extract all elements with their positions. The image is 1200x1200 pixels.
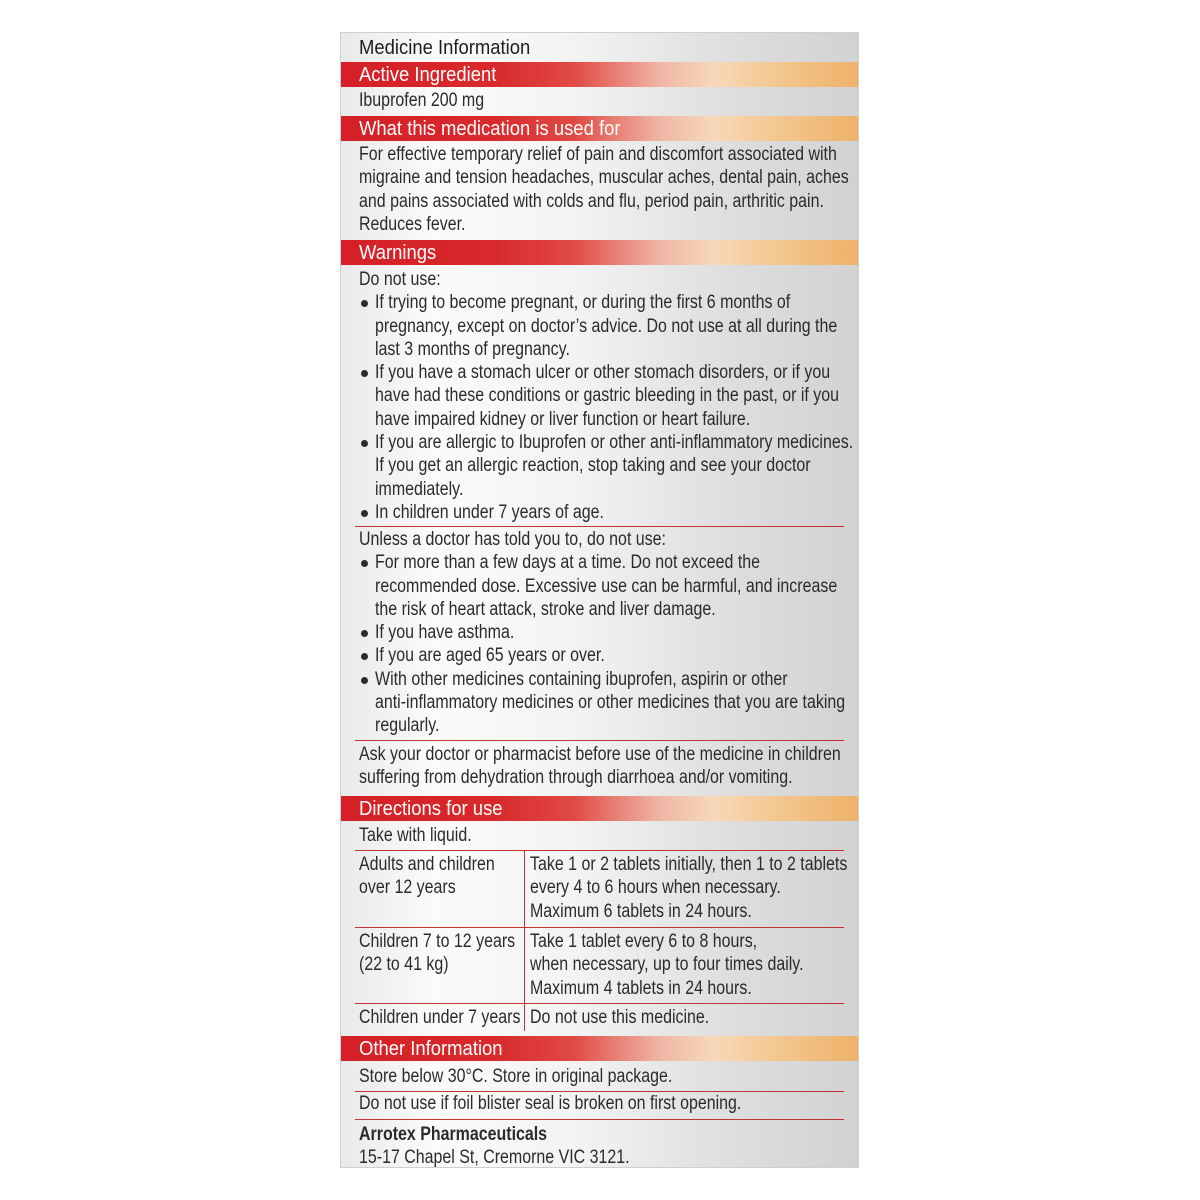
note-line: Ask your doctor or pharmacist before use of the medicine in children [359,744,841,765]
section-heading: Other Information [359,1037,503,1060]
dose-line: every 4 to 6 hours when necessary. [530,877,781,899]
list-item-line: If you are allergic to Ibuprofen or other anti-inflammatory medicines. [375,432,854,454]
usage-paragraph [359,143,859,236]
list-item-line: If trying to become pregnant, or during the first 6 months of [375,292,791,314]
dose-line: Maximum 6 tablets in 24 hours. [530,900,752,922]
divider [355,927,844,928]
section-heading: Active Ingredient [359,63,497,86]
table-cell-dose [530,853,859,923]
list-item-line: pregnancy, except on doctor’s advice. Do not use at all during the [375,315,838,337]
list-item-line: regularly. [375,715,440,737]
list-item-line: immediately. [375,478,464,500]
dose-line: Take 1 tablet every 6 to 8 hours, [530,931,758,952]
list-item [359,291,859,361]
list-item [359,668,859,738]
divider [355,850,844,851]
usage-line: migraine and tension headaches, muscular aches, dental pain, aches [359,167,849,189]
page-title: Medicine Information [359,36,531,59]
note-line: suffering from dehydration through diarrhoea and/or vomiting. [359,767,793,789]
dose-line: Maximum 4 tablets in 24 hours. [530,977,752,999]
dose-group: Adults and children [359,854,495,875]
list-item-line: With other medicines containing ibuprofen, aspirin or other [375,668,788,690]
storage-text: Store below 30°C. Store in original package. [359,1066,673,1087]
divider [355,1119,844,1120]
section-heading: Directions for use [359,797,503,820]
section-header-active-ingredient [341,62,858,87]
list-item-line: If you are aged 65 years or over. [375,645,605,667]
section-header-usage [341,116,858,141]
warnings-intro: Unless a doctor has told you to, do not use: [359,529,666,550]
warnings-note [359,743,859,790]
medicine-info-panel [340,32,859,1168]
list-item-line: If you have asthma. [375,622,515,644]
active-ingredient-text: Ibuprofen 200 mg [359,90,485,111]
table-cell-dose [530,1006,743,1029]
list-item [359,501,859,524]
divider [355,526,844,527]
dose-group: Children 7 to 12 years [359,931,516,952]
usage-line: Reduces fever. [359,213,466,235]
list-item-line: For more than a few days at a time. Do not exceed the [375,552,761,574]
dose-line: Do not use this medicine. [530,1007,710,1028]
list-item-line: the risk of heart attack, stroke and liver damage. [375,598,716,620]
section-header-warnings [341,240,858,265]
company-address: 15-17 Chapel St, Cremorne VIC 3121. [359,1147,630,1168]
table-row [359,853,521,900]
usage-line: For effective temporary relief of pain and discomfort associated with [359,144,837,165]
usage-line: and pains associated with colds and flu, period pain, arthritic pain. [359,190,824,212]
dose-group: (22 to 41 kg) [359,954,449,976]
table-row [359,1006,551,1029]
section-heading: What this medication is used for [359,117,621,140]
dose-line: Take 1 or 2 tablets initially, then 1 to 2 tablets [530,854,848,875]
divider [355,1003,844,1004]
list-item-line: last 3 months of pregnancy. [375,338,570,360]
warnings-intro: Do not use: [359,269,441,290]
company-name: Arrotex Pharmaceuticals [359,1124,548,1145]
list-item-line: anti-inflammatory medicines or other medicines that you are taking [375,692,846,714]
dose-line: when necessary, up to four times daily. [530,954,804,976]
seal-warning-text: Do not use if foil blister seal is broken on first opening. [359,1093,742,1114]
list-item [359,551,859,621]
list-item-line: If you have a stomach ulcer or other stomach disorders, or if you [375,362,831,384]
warnings-list-2 [359,528,859,738]
dose-group: over 12 years [359,877,456,899]
list-item-line: If you get an allergic reaction, stop taking and see your doctor [375,455,811,477]
table-cell-dose [530,930,856,1000]
section-header-directions [341,796,858,821]
section-heading: Warnings [359,241,437,264]
list-item-line: recommended dose. Excessive use can be harmful, and increase [375,575,838,597]
warnings-list-1 [359,268,859,524]
table-row [359,930,545,977]
list-item [359,644,859,667]
list-item-line: have had these conditions or gastric bleeding in the past, or if you [375,385,840,407]
list-item-line: have impaired kidney or liver function or heart failure. [375,408,751,430]
list-item [359,621,859,644]
directions-intro: Take with liquid. [359,825,472,846]
dose-group: Children under 7 years [359,1007,521,1028]
divider [355,740,844,741]
list-item [359,431,859,501]
section-header-other-info [341,1036,858,1061]
list-item-line: In children under 7 years of age. [375,501,604,523]
list-item [359,361,859,431]
